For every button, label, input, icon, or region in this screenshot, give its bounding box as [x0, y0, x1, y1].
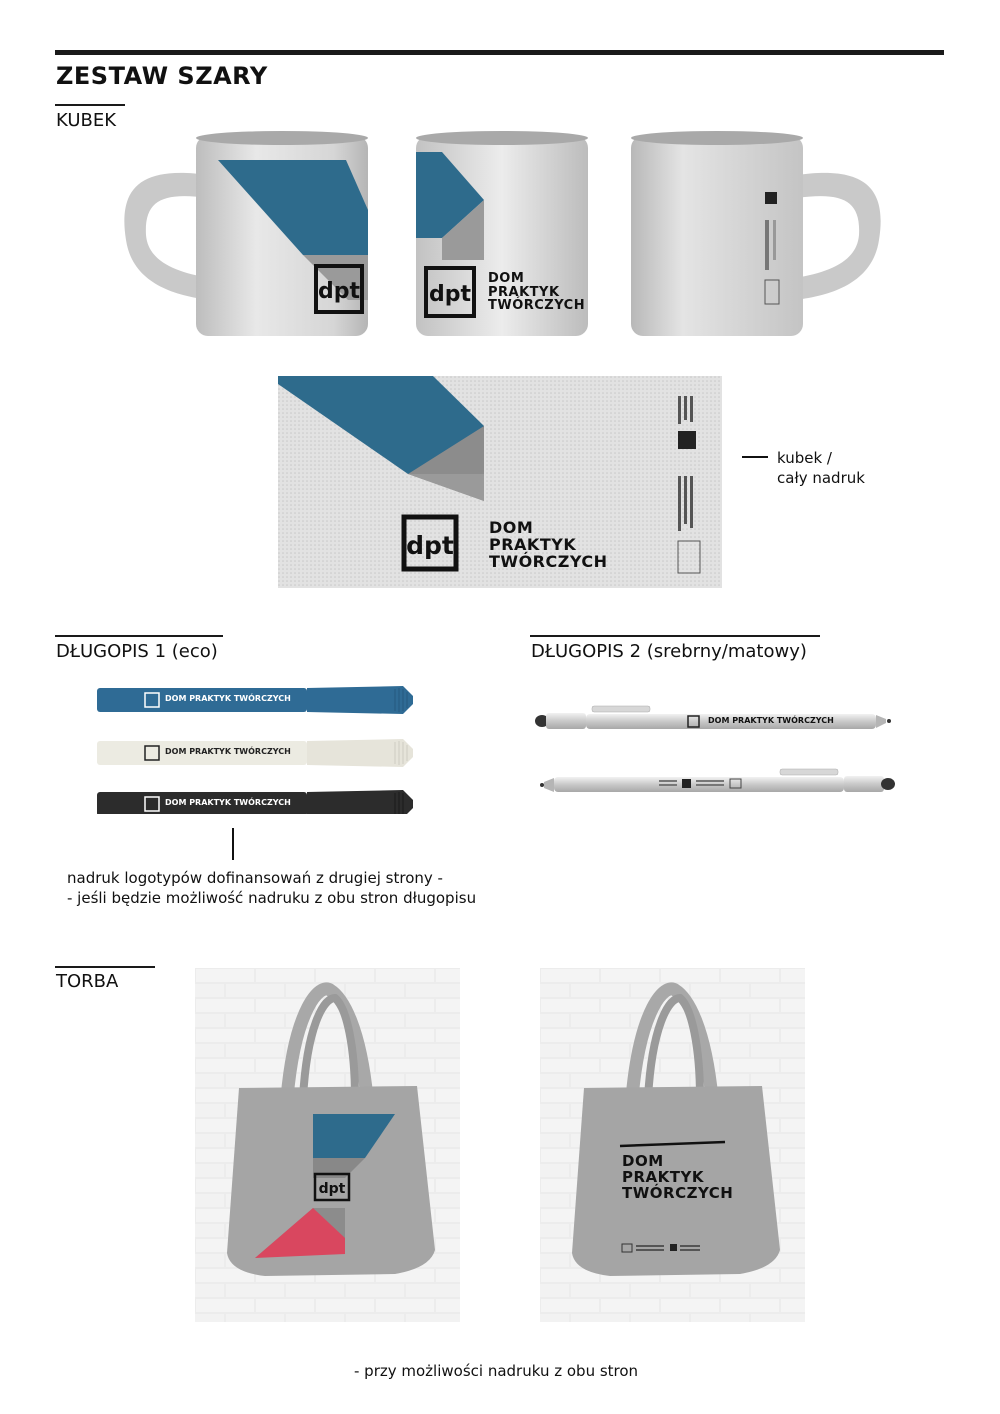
section-rule: [55, 104, 125, 106]
brand-name-block: [622, 1154, 733, 1201]
annotation-leader-line: [742, 456, 768, 458]
mug-print-annotation: [777, 448, 865, 488]
brand-name-line: TWÓRCZYCH: [622, 1183, 734, 1202]
svg-text:dpt: dpt: [406, 531, 454, 560]
svg-text:dpt: dpt: [428, 282, 472, 307]
pen-print-text: DOM PRAKTYK TWÓRCZYCH: [708, 716, 834, 725]
mug-right-view: [625, 130, 887, 360]
pen-print-text: DOM PRAKTYK TWÓRCZYCH: [165, 798, 291, 807]
svg-text:dpt: dpt: [318, 1181, 346, 1197]
partner-logo-icon: [765, 192, 777, 204]
section-label-mug: KUBEK: [56, 110, 117, 131]
eco-pens: [95, 684, 415, 814]
partner-logo-icon: [678, 431, 696, 449]
brand-name-line: DOM: [489, 518, 534, 537]
brand-name-line: DOM: [488, 271, 525, 286]
bag-front-photo: [195, 968, 460, 1322]
bag-back-photo: [540, 968, 805, 1322]
brand-name-block: [488, 272, 585, 313]
brand-name-line: PRAKTYK: [622, 1167, 704, 1186]
section-label-bag: TORBA: [56, 971, 119, 992]
mug-illustration: [625, 130, 887, 360]
section-rule: [55, 635, 223, 637]
mug-print-wrap: [278, 376, 722, 588]
section-label-pen1: DŁUGOPIS 1 (eco): [56, 641, 218, 662]
section-rule: [55, 966, 155, 968]
annotation-line: kubek /: [777, 449, 832, 467]
annotation-leader-line: [232, 828, 234, 860]
partner-logo-icon: [682, 779, 691, 788]
mug-illustration: [118, 130, 380, 360]
page-title: ZESTAW SZARY: [56, 62, 268, 90]
annotation-line: - jeśli będzie możliwość nadruku z obu stron długopisu: [67, 889, 477, 907]
annotation-line: cały nadruk: [777, 469, 865, 487]
pen-print-text: DOM PRAKTYK TWÓRCZYCH: [165, 694, 291, 703]
section-rule: [530, 635, 820, 637]
brand-name-line: TWÓRCZYCH: [489, 551, 608, 571]
mug-illustration: [412, 130, 592, 360]
tote-bag-illustration: [195, 968, 460, 1322]
tote-bag-illustration: [540, 968, 805, 1322]
brand-name-line: TWÓRCZYCH: [488, 298, 586, 314]
annotation-line: nadruk logotypów dofinansowań z drugiej strony -: [67, 869, 443, 887]
brand-name-line: DOM: [622, 1152, 664, 1170]
partner-logo-icon: [670, 1244, 677, 1251]
brand-name-block: [489, 520, 607, 570]
silver-pens: [534, 700, 896, 800]
pen-illustration: [534, 700, 896, 800]
pen-print-text: DOM PRAKTYK TWÓRCZYCH: [165, 747, 291, 756]
mug-front-view: [412, 130, 592, 360]
section-label-pen2: DŁUGOPIS 2 (srebrny/matowy): [531, 641, 807, 662]
mug-left-view: [118, 130, 380, 360]
brand-name-line: PRAKTYK: [489, 534, 577, 554]
top-rule: [55, 50, 944, 55]
bag-note: - przy możliwości nadruku z obu stron: [354, 1362, 639, 1380]
svg-text:dpt: dpt: [317, 279, 361, 304]
brand-name-line: PRAKTYK: [488, 284, 560, 300]
pen-note: [67, 868, 476, 908]
